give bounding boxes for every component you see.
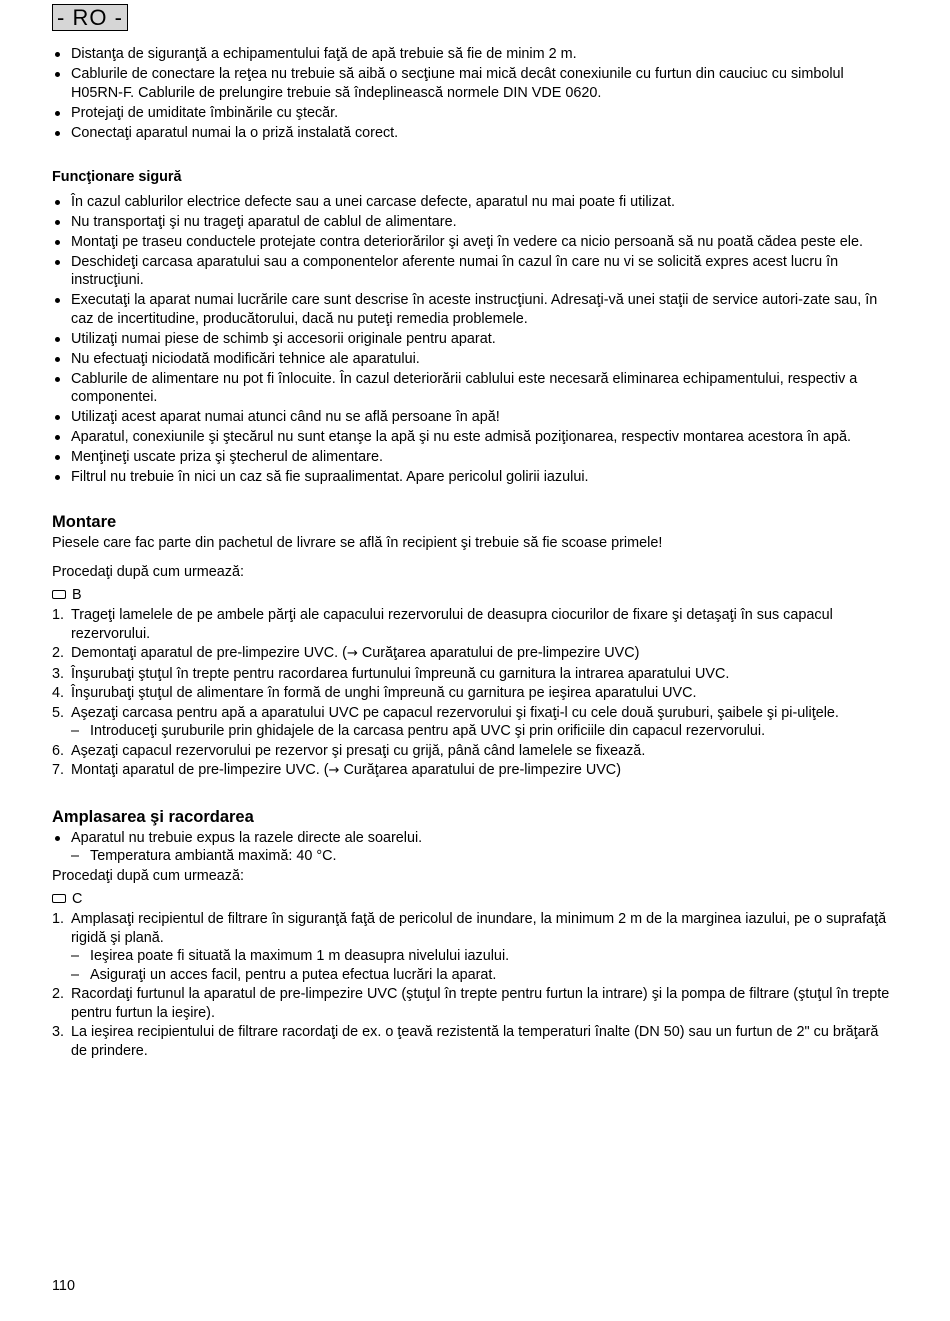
list-item: 3. Înşurubaţi ştuţul în trepte pentru racordarea furtunului împreună cu garnitura la intrarea aparatului UVC. [52, 665, 730, 682]
placement-heading: Amplasarea şi racordarea [52, 807, 254, 826]
list-item: 5. Aşezaţi carcasa pentru apă a aparatului UVC pe capacul rezervorului şi fixaţi-l cu cele două şuruburi, şaibele şi pi-uliţele. – Introduceţi şuruburile prin ghidajele de la carcasa pentru apă UVC şi prin orificiile din capacul rezervorului. [52, 704, 892, 741]
figure-reference [52, 890, 892, 909]
list-item: 2. Racordaţi furtunul la aparatul de pre-limpezire UVC (ştuţul în trepte pentru furtun la intrare) şi la pompa de filtrare (ştuţul în trepte pentru furtun la ieşire). [52, 986, 890, 1021]
list-item: Conectaţi aparatul numai la o priză instalată corect. [52, 124, 892, 143]
list-item: Cablurile de alimentare nu pot fi înlocuite. În cazul deteriorării cablului este necesară eliminarea echipamentului, respectiv a componentei. [52, 370, 892, 407]
arrow-right-icon: → [328, 763, 340, 778]
placement-bullets [52, 829, 892, 866]
list-item: Aparatul, conexiunile şi ştecărul nu sunt etanşe la apă şi nu este admisă poziţionarea, respectiv montarea acestora în apă. [52, 428, 892, 447]
figure-label: C [72, 890, 83, 907]
list-item: Montaţi pe traseu conductele protejate contra deteriorărilor şi aveţi în vedere ca nicio persoană să nu poată cădea peste ele. [52, 233, 892, 252]
sub-step: – Ieşirea poate fi situată la maximum 1 m deasupra nivelului iazului. [71, 947, 892, 966]
list-item: Executaţi la aparat numai lucrările care sunt descrise în aceste instrucţiuni. Adresaţi-vă unei staţii de service autori-zate sau, în caz de incertitudine, producătorului, dacă nu puteţi remedia problemele. [52, 291, 892, 328]
list-item: 3. La ieşirea recipientului de filtrare racordaţi de ex. o ţeavă rezistentă la temperaturi înalte (DN 50) sau un furtun de 2" cu brăţară de prindere. [52, 1024, 879, 1059]
list-item: 1. Trageţi lamelele de pe ambele părţi ale capacului rezervorului de deasupra ciocurilor de fixare şi detaşaţi în sus capacul rezervorului. [52, 607, 833, 642]
list-item: Nu transportaţi şi nu trageţi aparatul de cablul de alimentare. [52, 213, 892, 232]
montare-intro: Piesele care fac parte din pachetul de livrare se află în recipient şi trebuie să fie scoase primele! [52, 534, 663, 551]
figure-reference [52, 586, 892, 605]
list-item: 1. Amplasaţi recipientul de filtrare în siguranţă faţă de pericolul de inundare, la minimum 2 m de la marginea iazului, pe o suprafaţă rigidă şi plană. – Ieşirea poate fi situată la maximum 1 m deasupra nivelului iazului. – Asiguraţi un acces facil, pentru a putea efectua lucrări la aparat. [52, 910, 892, 984]
list-item: Distanţa de siguranţă a echipamentului faţă de apă trebuie să fie de minim 2 m. [52, 45, 892, 64]
figure-label: B [72, 586, 82, 603]
safe-operation-list [52, 193, 892, 487]
figure-icon [52, 590, 66, 599]
page-content [52, 45, 892, 1061]
list-item: Aparatul nu trebuie expus la razele directe ale soarelui. – Temperatura ambiantă maximă: 40 °C. [52, 829, 892, 866]
sub-step: – Asiguraţi un acces facil, pentru a putea efectua lucrări la aparat. [71, 966, 892, 985]
list-item: 7. Montaţi aparatul de pre-limpezire UVC. (→ Curăţarea aparatului de pre-limpezire UVC) [52, 762, 621, 778]
arrow-right-icon: → [346, 646, 358, 661]
list-item: 6. Aşezaţi capacul rezervorului pe rezervor şi presaţi cu grijă, până când lamelele se fixează. [52, 742, 646, 759]
placement-procedure: Procedaţi după cum urmează: [52, 868, 244, 884]
list-item: 2. Demontaţi aparatul de pre-limpezire UVC. (→ Curăţarea aparatului de pre-limpezire UVC) [52, 645, 640, 661]
list-item: 4. Înşurubaţi ştuţul de alimentare în formă de unghi împreună cu garnitura pe ieşirea aparatului UVC. [52, 685, 697, 701]
montare-steps [52, 606, 892, 781]
intro-bullet-list [52, 45, 892, 142]
montare-procedure: Procedaţi după cum urmează: [52, 564, 244, 580]
placement-steps [52, 910, 892, 1060]
figure-icon [52, 894, 66, 903]
page-number: 110 [52, 1278, 75, 1294]
list-item: Utilizaţi acest aparat numai atunci când nu se află persoane în apă! [52, 408, 892, 427]
list-item: Deschideţi carcasa aparatului sau a componentelor aferente numai în cazul în care nu vi se solicită expres acest lucru în instrucţiuni. [52, 253, 892, 290]
list-item: Filtrul nu trebuie în nici un caz să fie supraalimentat. Apare pericolul golirii iazului. [52, 468, 892, 487]
list-item: Utilizaţi numai piese de schimb şi accesorii originale pentru aparat. [52, 330, 892, 349]
list-item: În cazul cablurilor electrice defecte sau a unei carcase defecte, aparatul nu mai poate fi utilizat. [52, 193, 892, 212]
list-item: Menţineţi uscate priza şi ştecherul de alimentare. [52, 448, 892, 467]
safe-operation-heading: Funcţionare sigură [52, 169, 182, 185]
montare-heading: Montare [52, 512, 117, 531]
language-label: - RO - [52, 4, 128, 31]
list-item: Nu efectuaţi niciodată modificări tehnice ale aparatului. [52, 350, 892, 369]
sub-step: – Introduceţi şuruburile prin ghidajele de la carcasa pentru apă UVC şi prin orificiile din capacul rezervorului. [71, 722, 892, 741]
list-item: Cablurile de conectare la reţea nu trebuie să aibă o secţiune mai mică decât conexiunile cu furtun din cauciuc cu simbolul H05RN-F. Cablurile de prelungire trebuie să îndeplinească normele DIN VDE 0620. [52, 65, 892, 102]
sub-step: – Temperatura ambiantă maximă: 40 °C. [71, 847, 892, 866]
list-item: Protejaţi de umiditate îmbinările cu ştecăr. [52, 104, 892, 123]
